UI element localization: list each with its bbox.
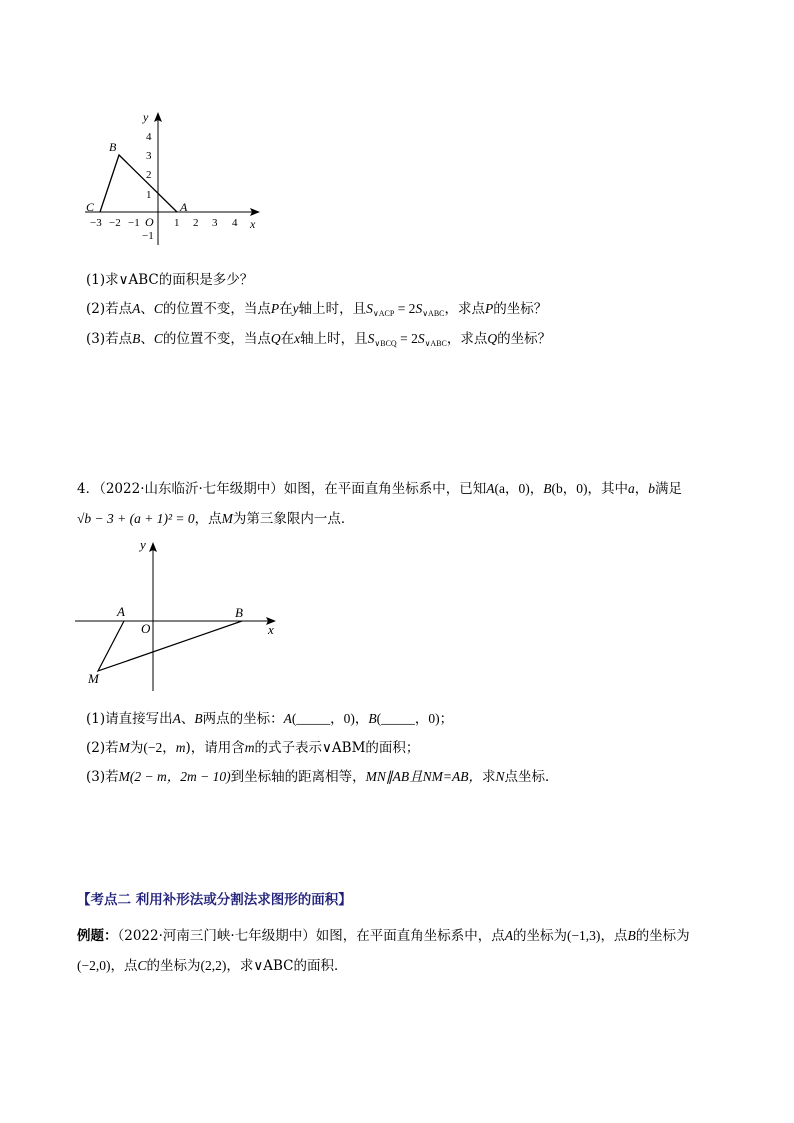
point-b-label: B [109,140,117,154]
point-a-label: A [117,604,125,619]
x-axis-label: x [250,217,256,231]
q3-part3: (3)若点B、C的位置不变，当点Q在x轴上时，且$S_{\vee BCQ} = 2S_{\vee ABC}$，求点Q的坐标？ [86,331,552,348]
x-tick: −3 [90,217,102,229]
origin-label: O [145,215,154,229]
x-axis-label: x [268,622,274,637]
x-tick: 4 [232,217,238,229]
example-line1: 例题：（2022·河南三门峡·七年级期中）如图，在平面直角坐标系中，点A的坐标为(−1,3)，点B的坐标为 [77,928,690,944]
triangle-abm [98,621,242,671]
y-tick: 2 [146,169,152,181]
x-tick: −2 [109,217,121,229]
point-c-label: C [86,200,95,214]
q4-part2: (2)若M为(−2，m)，请用含m的式子表示∨ABM的面积； [86,740,420,756]
figure-triangle-abc [80,105,280,250]
q4-part3: (3)若M(2 − m，2m − 10)到坐标轴的距离相等，MN∥AB且NM=AB，求N点坐标． [86,769,559,785]
origin-label: O [141,621,151,636]
x-tick: 2 [193,217,199,229]
q3-part2: (2)若点A、C的位置不变，当点P在y轴上时，且$S_{\vee ACP} = 2S_{\vee ABC}$，求点P的坐标？ [86,301,548,318]
y-tick: 4 [146,131,152,143]
triangle-abc [100,155,177,212]
q4-condition: √b − 3 + (a + 1)² = 0，点M为第三象限内一点． [77,511,355,527]
point-a-label: A [180,200,188,214]
y-axis-label: y [140,537,146,552]
x-tick: −1 [128,217,140,229]
q3-part1: (1)求∨ABC的面积是多少？ [86,272,254,288]
x-tick: 3 [212,217,218,229]
y-axis-label: y [143,110,149,124]
y-tick: 3 [146,150,152,162]
y-tick: −1 [142,230,154,242]
point-b-label: B [235,605,243,620]
section-heading: 【考点二 利用补形法或分割法求图形的面积】 [77,892,352,908]
q4-part1: (1)请直接写出A、B两点的坐标：A(_____，0)，B(_____，0)； [86,711,454,727]
y-tick: 1 [146,189,152,201]
example-line2: (−2,0)，点C的坐标为(2,2)，求∨ABC的面积． [77,958,348,974]
q4-intro: 4．（2022·山东临沂·七年级期中）如图，在平面直角坐标系中，已知A(a，0)，B(b，0)，其中a，b满足 [77,481,683,497]
figure-triangle-abm [70,533,290,698]
x-tick: 1 [174,217,180,229]
condition-formula: √b − 3 + (a + 1)² = 0 [77,511,195,526]
point-m-label: M [88,671,99,686]
